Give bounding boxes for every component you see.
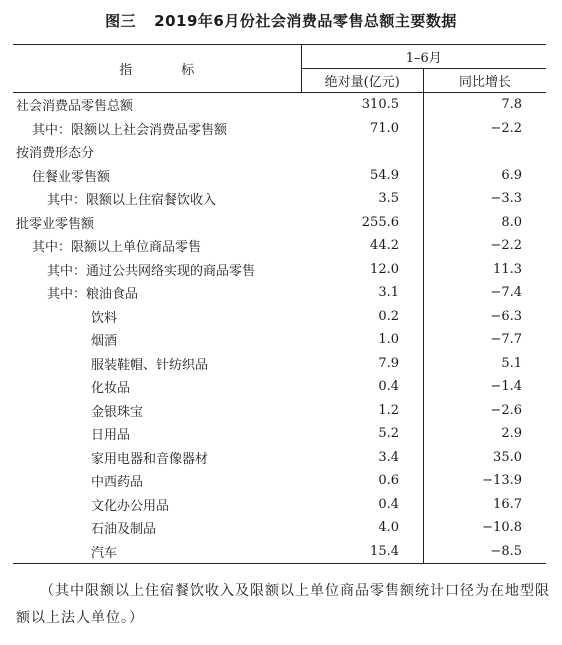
yoy-value	[424, 140, 547, 164]
row-label: 批零业零售额	[16, 216, 95, 232]
table-row	[13, 399, 546, 423]
table-row	[13, 493, 546, 517]
absolute-value: 5.2	[301, 422, 424, 446]
absolute-value: 0.4	[301, 493, 424, 517]
absolute-value: 0.4	[301, 375, 424, 399]
absolute-value: 3.4	[301, 446, 424, 470]
absolute-value: 15.4	[301, 540, 424, 564]
yoy-value: 8.0	[501, 214, 522, 230]
figure-label: 图三	[105, 12, 137, 30]
yoy-value: −8.5	[424, 540, 547, 564]
table-row	[13, 140, 546, 164]
row-label: 汽车	[13, 540, 301, 564]
yoy-value: −2.2	[490, 238, 522, 254]
yoy-value: 2.9	[501, 426, 522, 442]
yoy-value: −7.4	[490, 285, 522, 301]
absolute-value: 7.9	[301, 352, 424, 376]
row-label: 家用电器和音像器材	[91, 451, 209, 467]
absolute-value: 3.1	[301, 281, 424, 305]
row-label: 其中：限额以上住宿餐饮收入	[47, 193, 217, 209]
row-label: 按消费形态分	[16, 146, 95, 162]
absolute-value: 255.6	[301, 211, 424, 235]
absolute-value	[301, 140, 424, 164]
yoy-value: 16.7	[493, 496, 522, 512]
row-label: 化妆品	[91, 381, 131, 397]
yoy-value: −6.3	[490, 308, 522, 324]
table-row	[13, 187, 546, 211]
row-label: 服装鞋帽、针纺织品	[91, 357, 209, 373]
figure-title	[0, 10, 562, 31]
absolute-value: 4.0	[301, 516, 424, 540]
yoy-value: −2.6	[490, 402, 522, 418]
row-label: 饮料	[91, 310, 118, 326]
row-label: 中西药品	[91, 475, 144, 491]
table-row	[13, 422, 546, 446]
yoy-value: −13.9	[482, 473, 522, 489]
row-label: 社会消费品零售总额	[16, 99, 134, 115]
row-label: 其中：通过公共网络实现的商品零售	[47, 263, 256, 279]
row-label: 烟酒	[91, 334, 118, 350]
yoy-value: 35.0	[493, 449, 522, 465]
absolute-value: 44.2	[301, 234, 424, 258]
yoy-value: 5.1	[501, 355, 522, 371]
period-header: 1–6月	[301, 45, 546, 69]
absolute-value: 0.6	[301, 469, 424, 493]
retail-data-table	[13, 44, 546, 564]
absolute-column-header: 绝对量(亿元)	[301, 69, 424, 93]
absolute-value: 310.5	[301, 93, 424, 117]
table-row	[13, 352, 546, 376]
table-row	[13, 164, 546, 188]
yoy-value: −7.7	[490, 332, 522, 348]
yoy-value: 11.3	[493, 261, 522, 277]
table-row	[13, 328, 546, 352]
row-label: 其中：限额以上社会消费品零售额	[32, 122, 228, 138]
yoy-value: −1.4	[490, 379, 522, 395]
absolute-value: 71.0	[301, 117, 424, 141]
indicator-header: 指 标	[13, 45, 301, 93]
table-row	[13, 234, 546, 258]
table-row	[13, 469, 546, 493]
figure-title-text: 2019年6月份社会消费品零售总额主要数据	[154, 12, 457, 30]
row-label: 文化办公用品	[91, 498, 170, 514]
table-row	[13, 375, 546, 399]
row-label: 日用品	[91, 428, 131, 444]
yoy-value: 7.8	[501, 97, 522, 113]
table-row	[13, 211, 546, 235]
row-label: 石油及制品	[91, 522, 157, 538]
yoy-value: −10.8	[482, 520, 522, 536]
absolute-value: 3.5	[301, 187, 424, 211]
yoy-value: −2.2	[490, 120, 522, 136]
yoy-column-header: 同比增长	[424, 69, 547, 93]
table-row	[13, 258, 546, 282]
row-label: 其中：限额以上单位商品零售	[32, 240, 202, 256]
table-row	[13, 117, 546, 141]
absolute-value: 1.0	[301, 328, 424, 352]
absolute-value: 12.0	[301, 258, 424, 282]
absolute-value: 54.9	[301, 164, 424, 188]
table-body	[13, 93, 546, 564]
table-row	[13, 281, 546, 305]
yoy-value: −3.3	[490, 191, 522, 207]
row-label: 其中：粮油食品	[47, 287, 139, 303]
absolute-value: 1.2	[301, 399, 424, 423]
row-label: 住餐业零售额	[32, 169, 111, 185]
table-row	[13, 516, 546, 540]
row-label: 金银珠宝	[91, 404, 144, 420]
table-row	[13, 93, 546, 117]
table-row	[13, 305, 546, 329]
footnote: （其中限额以上住宿餐饮收入及限额以上单位商品零售额统计口径为在地型限额以上法人单位。）	[16, 583, 550, 626]
absolute-value: 0.2	[301, 305, 424, 329]
table-row	[13, 540, 546, 564]
table-row	[13, 446, 546, 470]
yoy-value: 6.9	[501, 167, 522, 183]
